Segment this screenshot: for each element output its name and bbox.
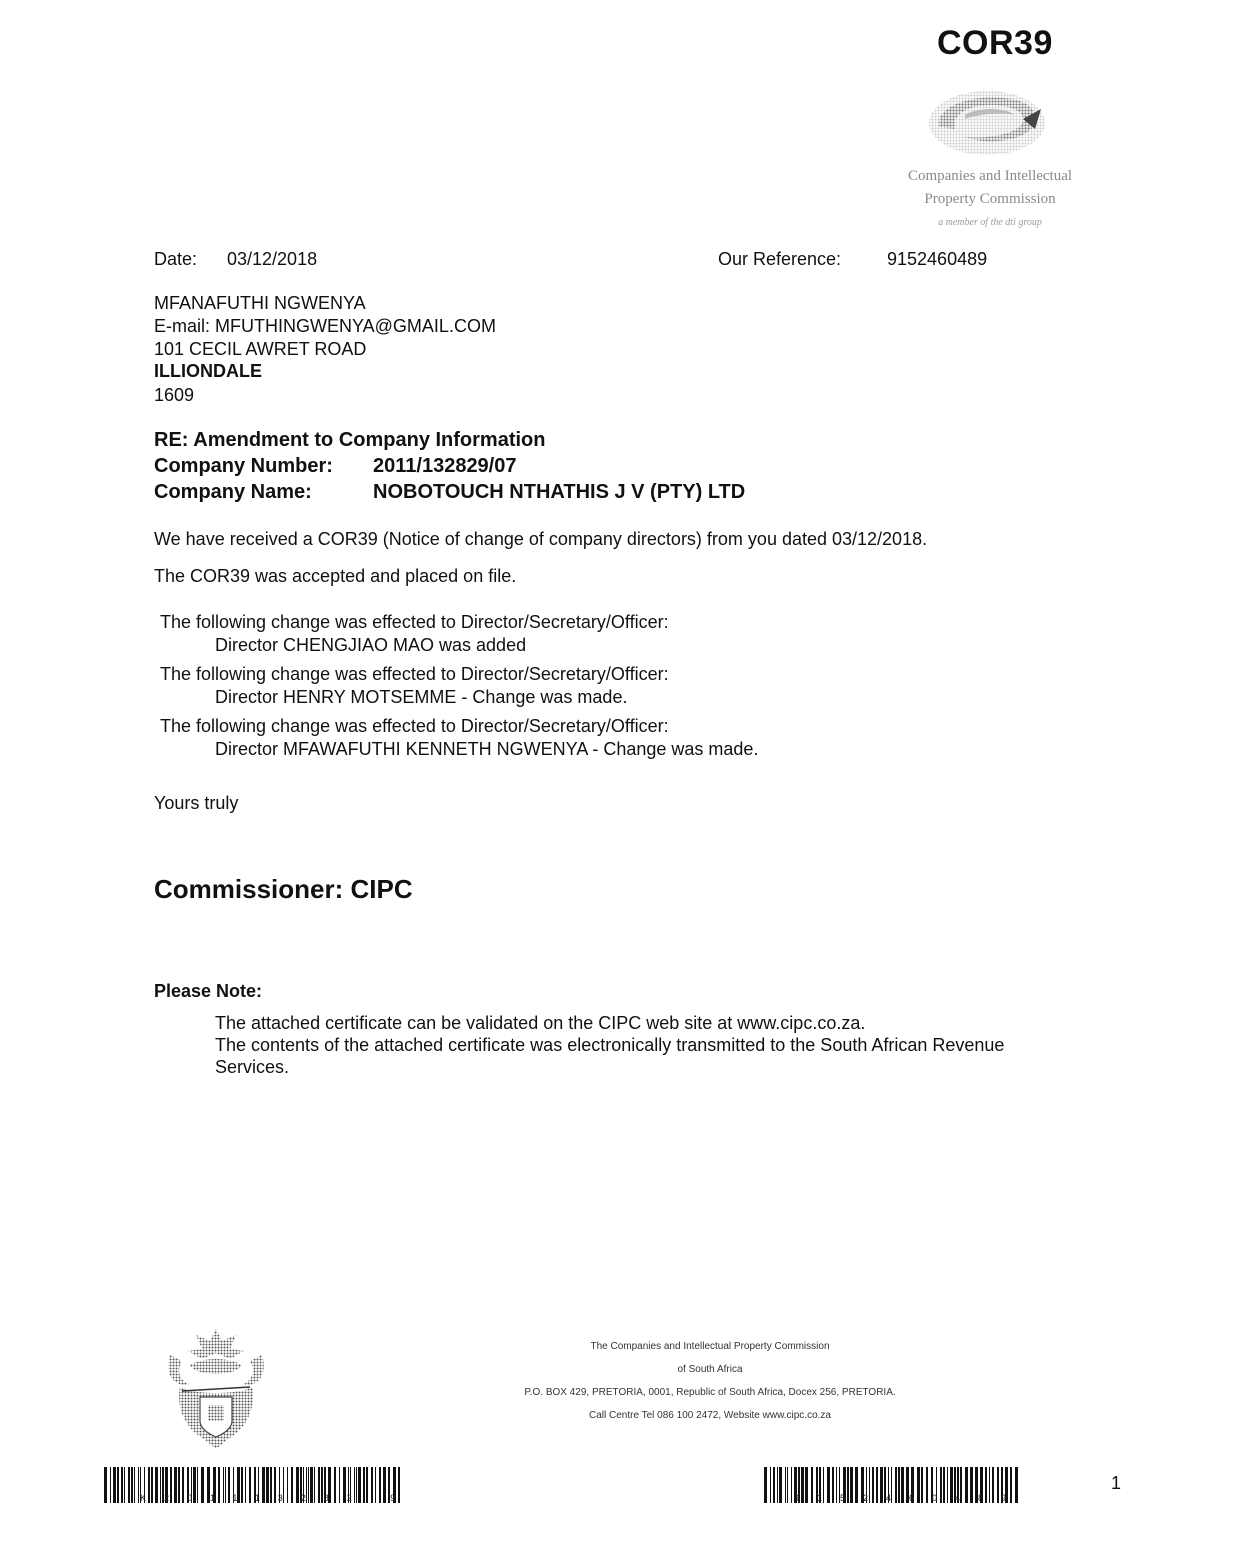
- change-detail: Director HENRY MOTSEMME - Change was made.: [215, 687, 628, 707]
- date-value: 03/12/2018: [227, 249, 318, 269]
- body-paragraph-received: We have received a COR39 (Notice of change of company directors) from you dated 03/12/2018.: [154, 529, 928, 549]
- company-name-label: Company Name:: [154, 481, 312, 503]
- addressee-email: E-mail: MFUTHINGWENYA@GMAIL.COM: [154, 316, 496, 336]
- company-number-value: 2011/132829/07: [373, 455, 517, 477]
- cipc-swirl-icon: [925, 85, 1055, 163]
- logo-name-line1: Companies and Intellectual: [907, 168, 1073, 184]
- barcode-digits: 9152460489: [794, 1493, 1025, 1503]
- body-paragraph-accepted: The COR39 was accepted and placed on file.: [154, 566, 517, 586]
- note-line: The attached certificate can be validated on the CIPC web site at www.cipc.co.za.: [215, 1013, 866, 1033]
- signatory: Commissioner: CIPC: [154, 874, 413, 904]
- company-name-value: NOBOTOUCH NTHATHIS J V (PTY) LTD: [373, 481, 746, 503]
- barcode-digits: K201113282 9: [140, 1493, 414, 1503]
- subject-re-line: RE: Amendment to Company Information: [154, 429, 546, 451]
- footer-line: The Companies and Intellectual Property Commission: [590, 1341, 830, 1352]
- coat-of-arms-emblem: [160, 1325, 272, 1460]
- note-line: Services.: [215, 1057, 290, 1077]
- change-intro: The following change was effected to Director/Secretary/Officer:: [160, 664, 669, 684]
- addressee-name: MFANAFUTHI NGWENYA: [154, 293, 366, 313]
- page-number: 1: [1111, 1473, 1122, 1493]
- form-code: COR39: [937, 24, 1053, 62]
- reference-barcode: [764, 1467, 1025, 1505]
- logo-member-line: a member of the dti group: [938, 217, 1042, 228]
- note-heading: Please Note:: [154, 981, 263, 1001]
- closing-text: Yours truly: [154, 793, 239, 813]
- change-intro: The following change was effected to Director/Secretary/Officer:: [160, 612, 669, 632]
- cipc-logo: [880, 85, 1100, 228]
- change-detail: Director CHENGJIAO MAO was added: [215, 635, 527, 655]
- date-label: Date:: [154, 249, 198, 269]
- note-line: The contents of the attached certificate was electronically transmitted to the South African Revenue: [215, 1035, 1005, 1055]
- footer-line: P.O. BOX 429, PRETORIA, 0001, Republic of South Africa, Docex 256, PRETORIA.: [524, 1387, 896, 1398]
- reference-value: 9152460489: [887, 249, 988, 269]
- addressee-postal-code: 1609: [154, 385, 195, 405]
- footer-line: of South Africa: [677, 1364, 743, 1375]
- change-intro: The following change was effected to Director/Secretary/Officer:: [160, 716, 669, 736]
- change-detail: Director MFAWAFUTHI KENNETH NGWENYA - Change was made.: [215, 739, 759, 759]
- company-number-label: Company Number:: [154, 455, 333, 477]
- reference-label: Our Reference:: [718, 249, 842, 269]
- addressee-suburb: ILLIONDALE: [154, 361, 262, 381]
- logo-name-line2: Property Commission: [924, 191, 1056, 207]
- addressee-street: 101 CECIL AWRET ROAD: [154, 339, 367, 359]
- company-barcode: [104, 1467, 414, 1505]
- footer-line: Call Centre Tel 086 100 2472, Website www.cipc.co.za: [589, 1410, 831, 1421]
- coat-of-arms-icon: [160, 1325, 272, 1455]
